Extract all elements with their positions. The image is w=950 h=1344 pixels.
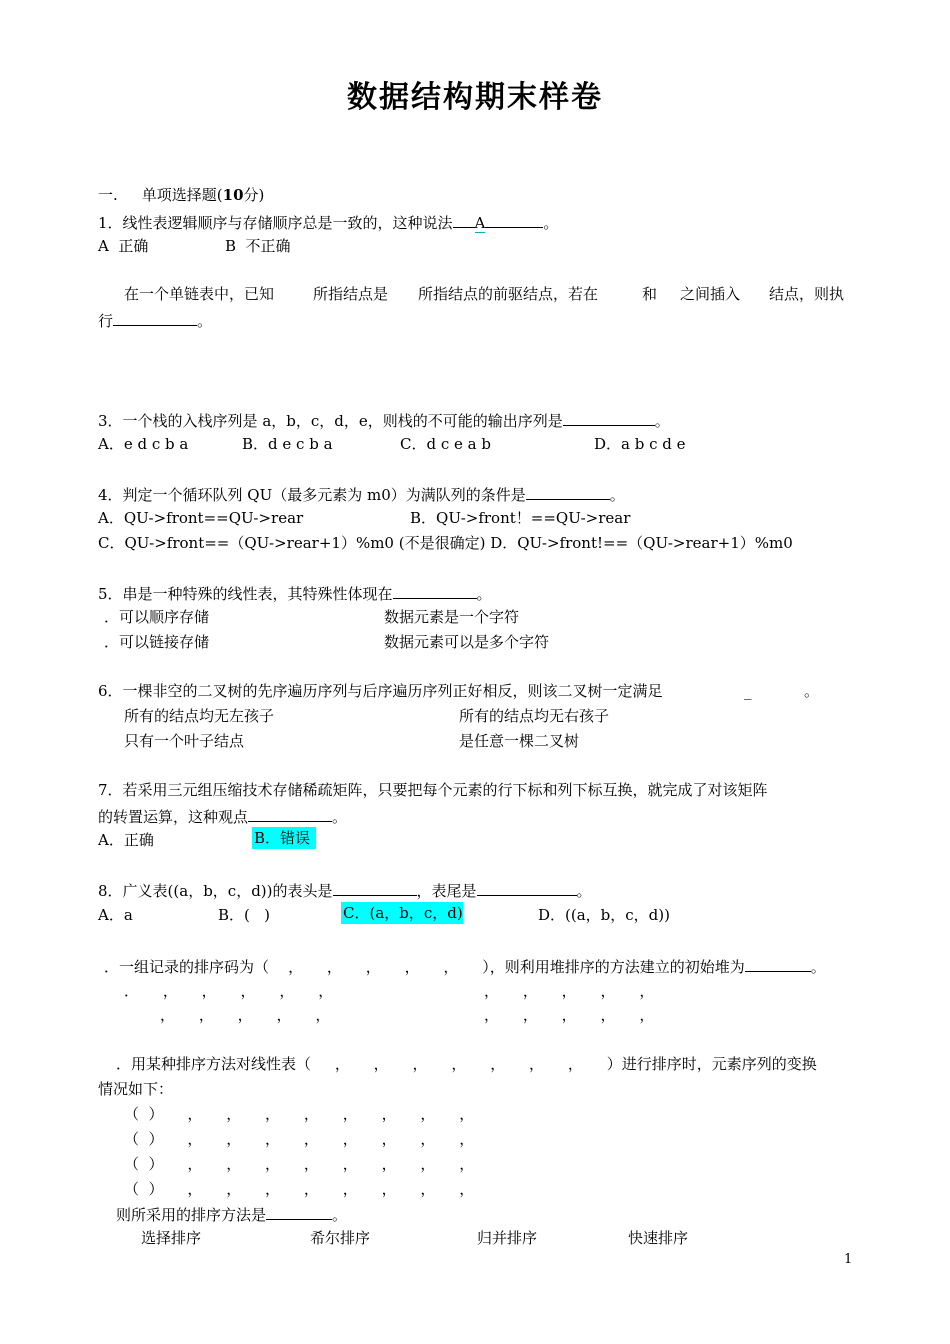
question-6-end: 。	[804, 682, 820, 700]
question-6-option-c: 只有一个叶子结点	[124, 732, 245, 750]
question-9-stem: ．一组记录的排序码为（ ， ， ， ， ， ），则利用堆排序的方法建立的初始堆为	[104, 958, 745, 976]
section-header	[98, 186, 264, 204]
question-1-answer: A	[474, 214, 486, 232]
question-1-option-a: A 正确	[98, 237, 149, 255]
question-4-option-b: B．QU->front！==QU->rear	[410, 509, 631, 527]
question-10-method	[116, 1204, 347, 1224]
question-10-line-2: 情况如下：	[98, 1080, 174, 1098]
question-7-end: 。	[332, 808, 348, 826]
question-5-stem: 5．串是一种特殊的线性表，其特殊性体现在	[98, 585, 393, 603]
question-10-step-3: （ ） ， ， ， ， ， ， ， ，	[124, 1155, 475, 1173]
question-2-line-2	[98, 310, 212, 330]
question-2-part-6: 结点，则执	[769, 285, 845, 303]
question-2-part-4: 和	[642, 285, 658, 303]
question-7-line-2	[98, 806, 347, 826]
question-5	[98, 583, 492, 603]
section-label: 单项选择题(	[141, 186, 223, 204]
question-3	[98, 410, 670, 430]
question-5-option-c: ．可以链接存储	[104, 633, 210, 651]
question-1	[98, 212, 558, 232]
question-9-row-2-right: ， ， ， ， ，	[484, 1006, 655, 1024]
question-7-line-1: 7．若采用三元组压缩技术存储稀疏矩阵，只要把每个元素的行下标和列下标互换，就完成了对该矩阵	[98, 781, 768, 799]
question-2-part-5: 之间插入	[680, 285, 741, 303]
question-4-option-a: A．QU->front==QU->rear	[98, 509, 304, 527]
question-8-end: 。	[576, 882, 592, 900]
question-6-mark: _	[744, 682, 752, 700]
question-1-end: 。	[543, 214, 559, 232]
question-9-row-2-left: ， ， ， ， ，	[160, 1006, 331, 1024]
question-5-end: 。	[476, 585, 492, 603]
question-4-option-c-d: C．QU->front==（QU->rear+1）%m0 (不是很确定) D．QU->front!==（QU->rear+1）%m0	[98, 534, 793, 552]
question-2-end: 。	[197, 312, 213, 330]
question-2-part-2: 所指结点是	[313, 285, 389, 303]
question-6-option-a: 所有的结点均无左孩子	[124, 707, 275, 725]
question-2-part-1: 在一个单链表中，已知	[124, 285, 275, 303]
question-3-option-b: B．d e c b a	[242, 435, 333, 453]
question-3-option-c: C．d c e a b	[400, 435, 491, 453]
question-10-line-1: ．用某种排序方法对线性表（ ， ， ， ， ， ， ， ）进行排序时，元素序列的变换	[116, 1055, 817, 1073]
question-9-row-1-right: ， ， ， ， ，	[484, 982, 655, 1000]
question-6-option-b: 所有的结点均无右孩子	[459, 707, 610, 725]
question-8	[98, 880, 592, 900]
section-number: 一.	[98, 186, 118, 204]
question-3-end: 。	[654, 412, 670, 430]
question-9-row-1-left: ． ， ， ， ， ，	[124, 982, 334, 1000]
question-10-option-b: 希尔排序	[310, 1229, 371, 1247]
question-10-end: 。	[332, 1206, 348, 1224]
question-3-option-d: D．a b c d e	[594, 435, 686, 453]
question-8-option-a: A．a	[98, 906, 133, 924]
question-8-mid: ，表尾是	[416, 882, 477, 900]
question-10-step-4: （ ） ， ， ， ， ， ， ， ，	[124, 1180, 475, 1198]
section-unit: 分)	[243, 186, 265, 204]
question-7-line-2-text: 的转置运算，这种观点	[98, 808, 249, 826]
page-title: 数据结构期末样卷	[347, 80, 603, 115]
question-10-step-1: （ ） ， ， ， ， ， ， ， ，	[124, 1105, 475, 1123]
question-5-option-d: 数据元素可以是多个字符	[384, 633, 550, 651]
question-10-option-d: 快速排序	[628, 1229, 689, 1247]
question-1-stem: 1．线性表逻辑顺序与存储顺序总是一致的，这种说法	[98, 214, 453, 232]
question-10-step-2: （ ） ， ， ， ， ， ， ， ，	[124, 1130, 475, 1148]
question-8-stem: 8．广义表((a，b，c，d))的表头是	[98, 882, 333, 900]
question-10-option-a: 选择排序	[141, 1229, 202, 1247]
question-8-option-d: D．((a，b，c，d))	[538, 906, 670, 924]
question-1-option-b: B 不正确	[225, 237, 291, 255]
question-8-option-b: B．( )	[218, 906, 271, 924]
question-4	[98, 484, 625, 504]
question-3-stem: 3．一个栈的入栈序列是 a，b，c，d，e，则栈的不可能的输出序列是	[98, 412, 563, 430]
question-2-line-2-text: 行	[98, 312, 114, 330]
question-4-stem: 4．判定一个循环队列 QU（最多元素为 m0）为满队列的条件是	[98, 486, 526, 504]
question-5-option-b: 数据元素是一个字符	[384, 608, 520, 626]
question-8-option-c-highlight: C．(a，b，c，d)	[343, 904, 463, 922]
section-score: 10	[222, 186, 244, 204]
question-7-option-b-highlight: B．错误	[252, 827, 316, 849]
page-number: 1	[844, 1252, 853, 1267]
question-10-option-c: 归并排序	[477, 1229, 538, 1247]
question-4-end: 。	[609, 486, 625, 504]
question-6-stem: 6．一棵非空的二叉树的先序遍历序列与后序遍历序列正好相反，则该二叉树一定满足	[98, 682, 663, 700]
question-5-option-a: ．可以顺序存储	[104, 608, 210, 626]
question-6-option-d: 是任意一棵二叉树	[459, 732, 580, 750]
question-9	[104, 956, 826, 976]
question-3-option-a: A．e d c b a	[98, 435, 189, 453]
question-2-part-3: 所指结点的前驱结点，若在	[418, 285, 599, 303]
question-7-option-a: A．正确	[98, 831, 154, 849]
question-9-end: 。	[810, 958, 826, 976]
question-10-method-text: 则所采用的排序方法是	[116, 1206, 267, 1224]
